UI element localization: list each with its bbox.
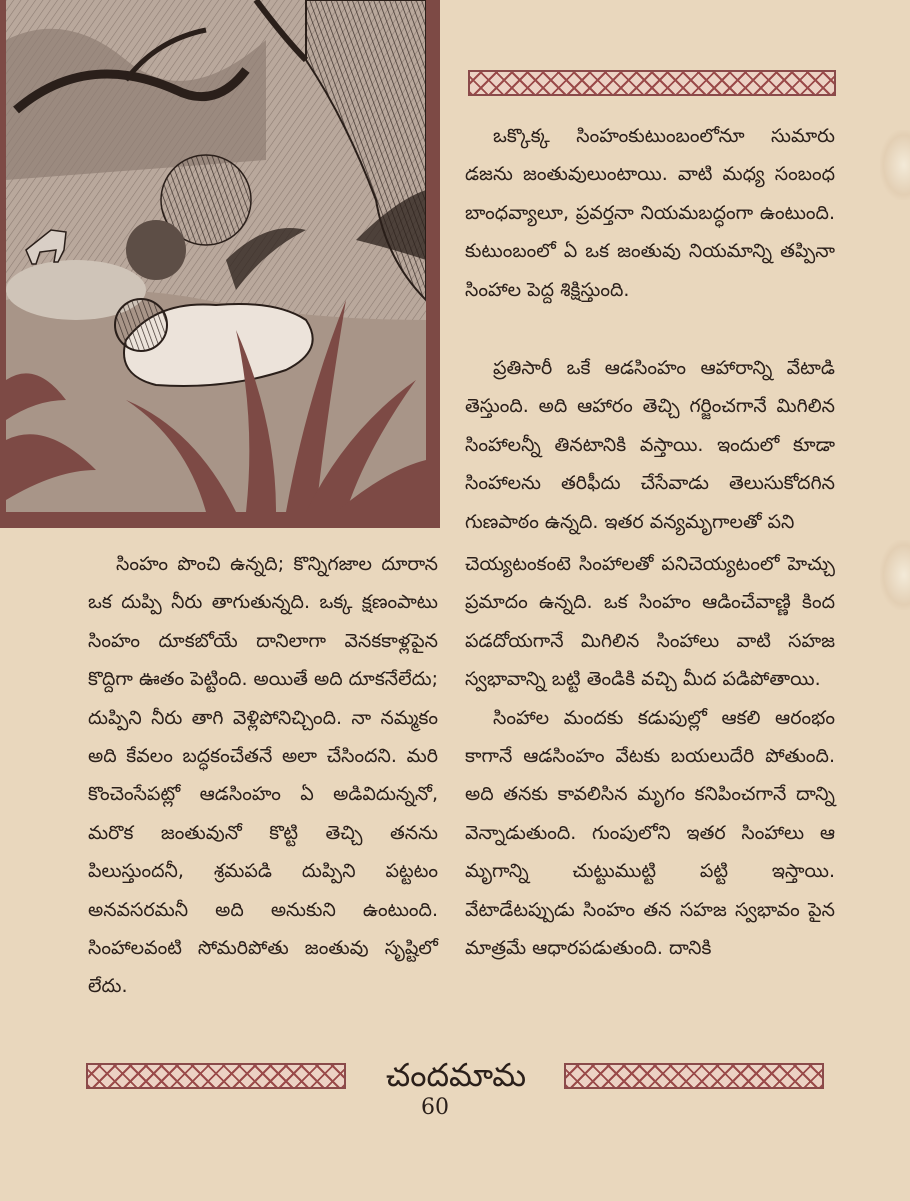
page-number: 60	[421, 1095, 449, 1120]
article-column-right-middle	[465, 349, 835, 541]
article-column-right-top	[465, 117, 835, 309]
decorative-border-top	[468, 70, 836, 96]
paragraph-hunger: సింహాల మందకు కడుపుల్లో ఆకలి ఆరంభం కాగానే ఆడసింహం వేటకు బయలుదేరి పోతుంది. అది తనకు కావలిసిన మృగం కనిపించగానే దాన్ని వెన్నాడుతుంది. గుంపులోని ఇతర సింహాలు ఆ మృగాన్ని చుట్టుముట్టి పట్టి ఇస్తాయి. వేటాడేటప్పుడు సింహం తన సహజ స్వభావం పైన మాత్రమే ఆధారపడుతుంది. దానికి	[465, 706, 835, 960]
paper-edge-mark	[880, 130, 910, 200]
paragraph-danger: చెయ్యటంకంటె సింహాలతో పనిచెయ్యటంలో హెచ్చు ప్రమాదం ఉన్నది. ఒక సింహం ఆడించేవాణ్ణి కింద పడదోయగానే మిగిలిన సింహాలు వాటి సహజ స్వభావాన్ని బట్టి తెండికి వచ్చి మీద పడిపోతాయి.	[465, 553, 835, 691]
article-column-left	[88, 545, 438, 1006]
paragraph-lion-family: ఒక్కొక్క సింహంకుటుంబంలోనూ సుమారు డజను జంతువులుంటాయి. వాటి మధ్య సంబంధ బాంధవ్యాలూ, ప్రవర్తనా నియమబద్ధంగా ఉంటుంది. కుటుంబంలో ఏ ఒక జంతువు నియమాన్ని తప్పినా సింహాల పెద్ద శిక్షిస్తుంది.	[465, 125, 835, 301]
paper-edge-mark	[880, 540, 910, 610]
illustration-drawing	[6, 0, 426, 512]
article-column-right-lower	[465, 545, 835, 967]
illustration-scene	[6, 0, 426, 512]
paragraph-lioness-hunt: ప్రతిసారీ ఒకే ఆడసింహం ఆహారాన్ని వేటాడి తెస్తుంది. అది ఆహారం తెచ్చి గర్జించగానే మిగిలిన సింహాలన్నీ తినటానికి వస్తాయి. ఇందులో కూడా సింహాలను తరిఫీదు చేసేవాడు తెలుసుకోదగిన గుణపాఠం ఉన్నది. ఇతర వన్యమృగాలతో పని	[465, 357, 835, 533]
paragraph-lion-lazy: సింహం పొంచి ఉన్నది; కొన్నిగజాల దూరాన ఒక దుప్పి నీరు తాగుతున్నది. ఒక్క క్షణంపాటు సింహం దూకబోయే దానిలాగా వెనకకాళ్లపైన కొద్దిగా ఊతం పెట్టింది. అయితే అది దూకనేలేదు; దుప్పిని నీరు తాగి వెళ్లిపోనిచ్చింది. నా నమ్మకం అది కేవలం బద్ధకంచేతనే అలా చేసిందని. మరి కొంచెంసేపట్లో ఆడసింహం ఏ అడివిదున్ననో, మరొక జంతువునో కొట్టి తెచ్చి తనను పిలుస్తుందనీ, శ్రమపడి దుప్పిని పట్టటం అనవసరమనీ అది అనుకుని ఉంటుంది. సింహాలవంటి సోమరిపోతు జంతువు సృష్టిలో లేదు.	[88, 553, 439, 998]
decorative-border-footer-left	[86, 1063, 346, 1089]
magazine-title: చందమామ	[385, 1056, 527, 1094]
lion-jungle-illustration	[0, 0, 440, 528]
decorative-border-footer-right	[564, 1063, 824, 1089]
